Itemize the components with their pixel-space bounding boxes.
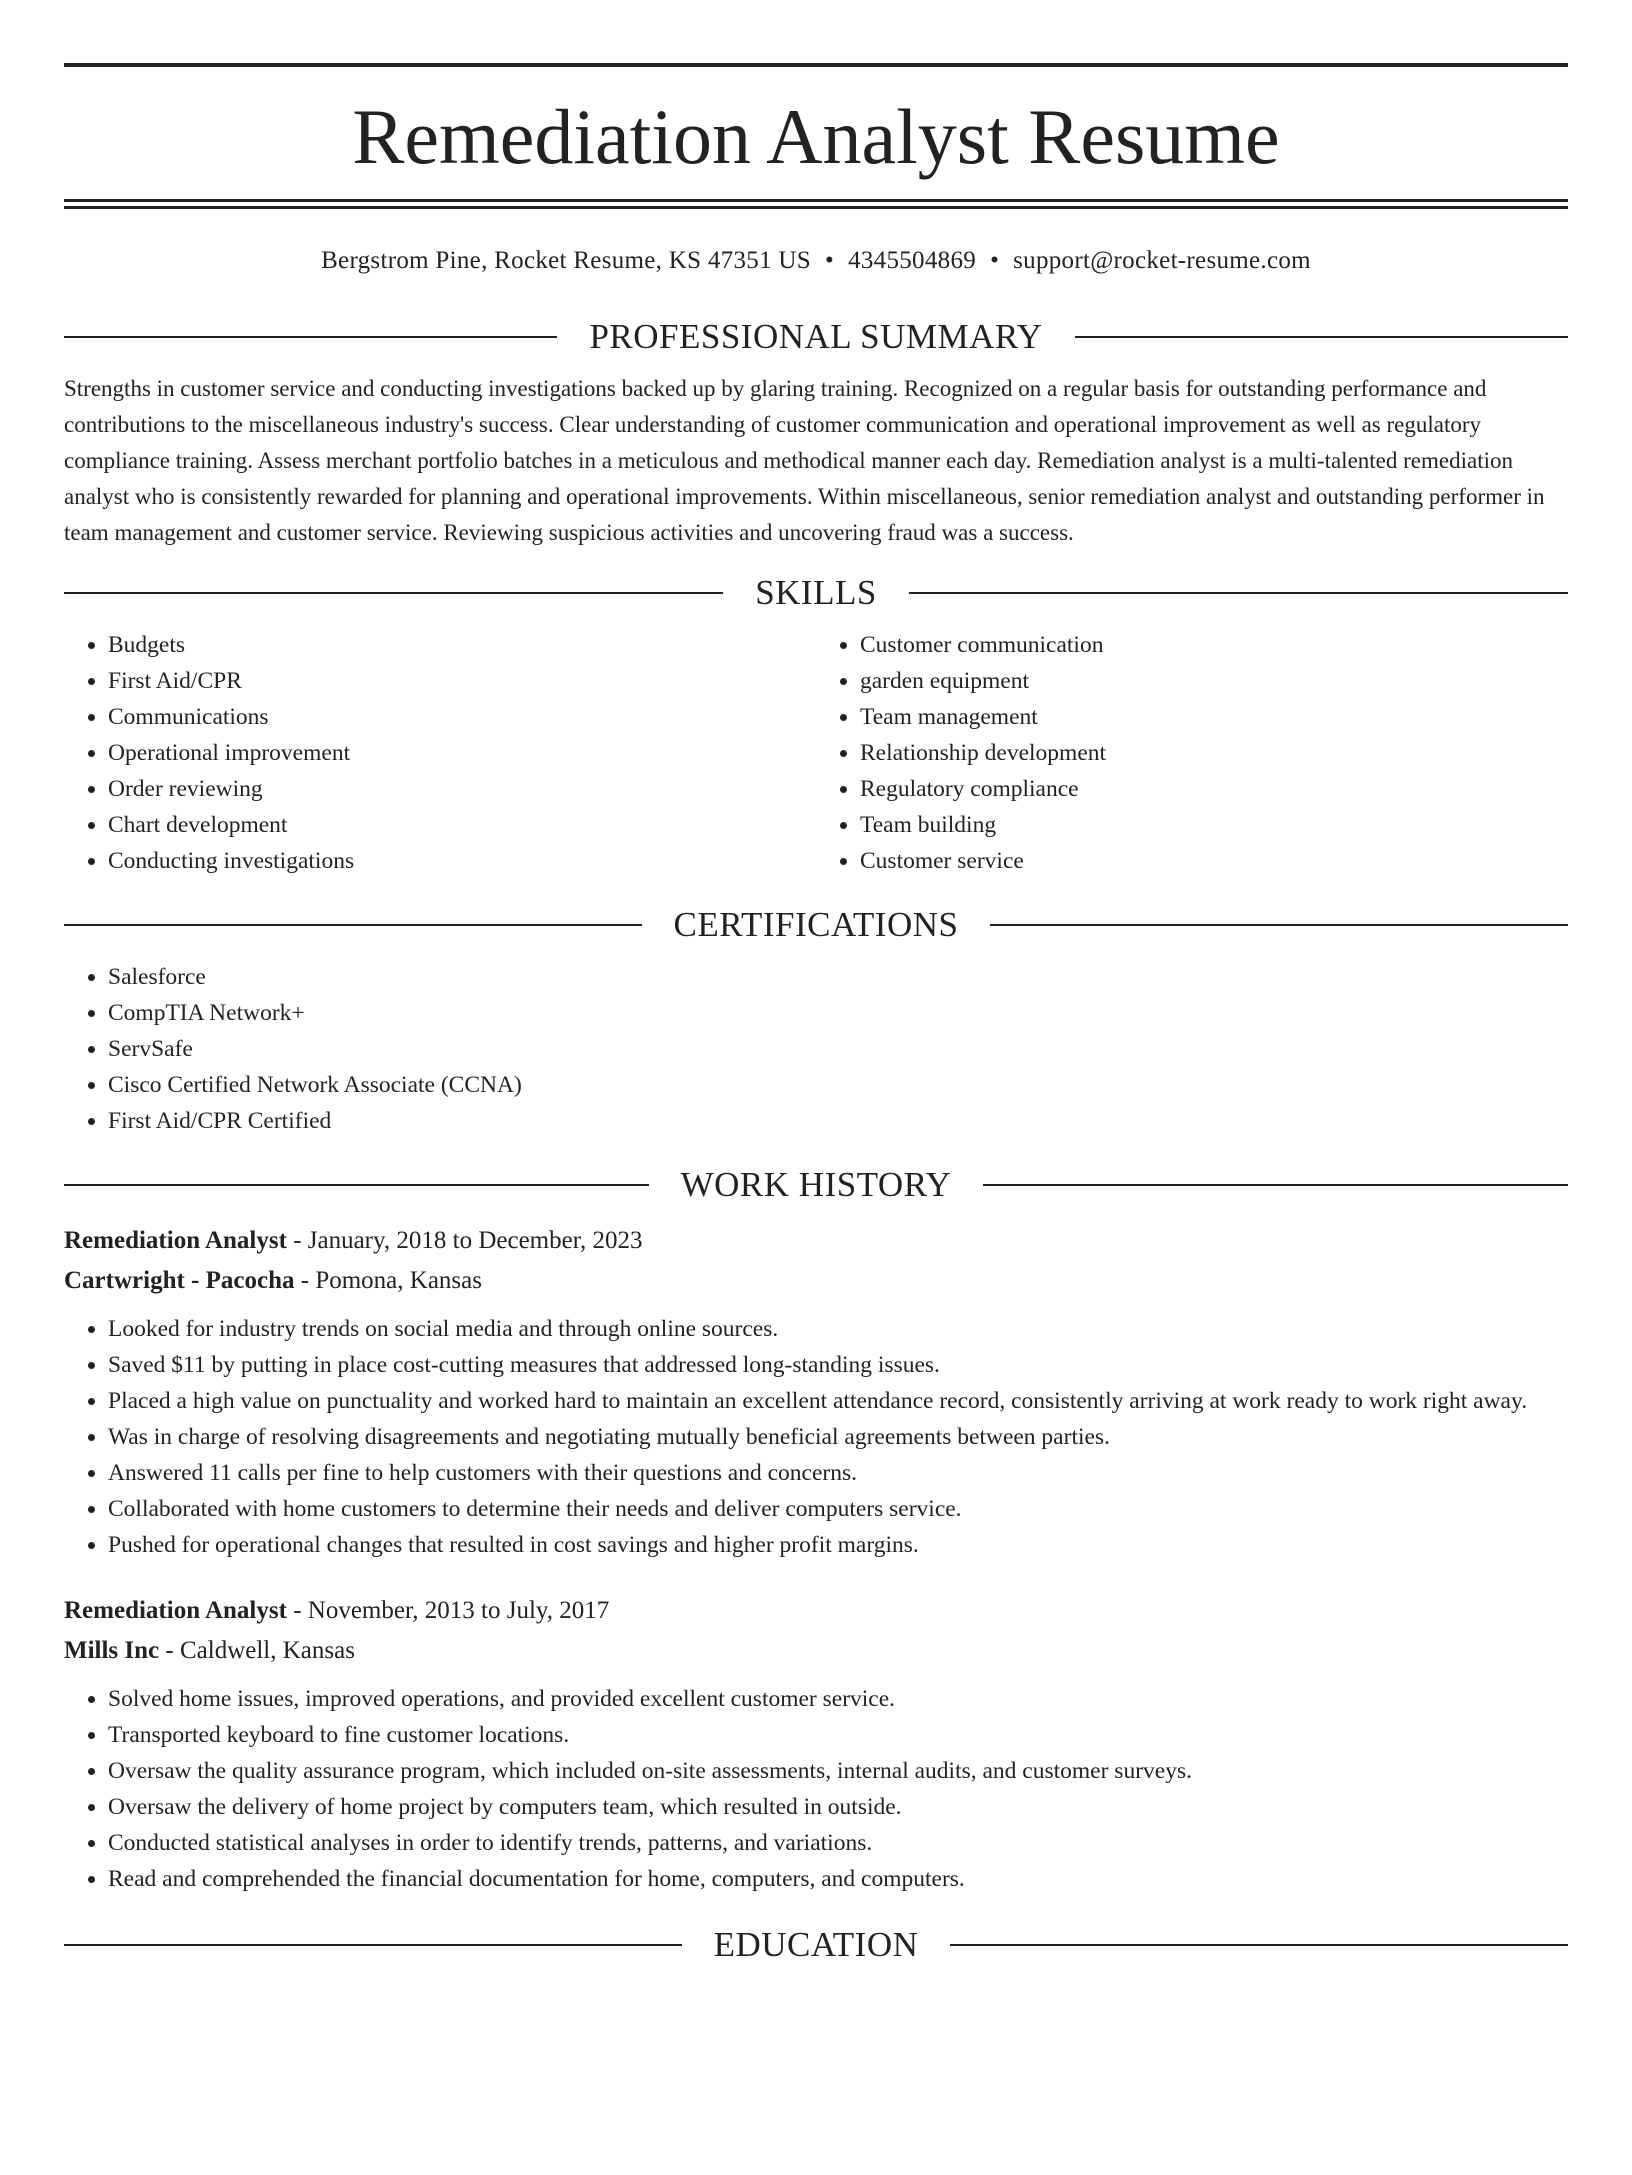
section-title-education: EDUCATION xyxy=(713,1925,919,1964)
job-location: - Caldwell, Kansas xyxy=(159,1637,355,1664)
section-rule-right xyxy=(983,1184,1568,1186)
certifications-list xyxy=(64,959,1568,1139)
section-header-education xyxy=(64,1923,1568,1967)
job-title: Remediation Analyst xyxy=(64,1227,287,1254)
section-title-skills: SKILLS xyxy=(755,573,877,612)
contact-separator: • xyxy=(825,247,835,274)
section-rule-left xyxy=(64,1184,649,1186)
certification-item: • ServSafe xyxy=(108,1031,1568,1067)
contact-email[interactable]: support@rocket-resume.com xyxy=(1013,247,1311,274)
job-entry xyxy=(64,1221,1568,1563)
job-bullet: • Oversaw the quality assurance program, which included on-site assessments, internal audits, and customer surveys. xyxy=(108,1753,1568,1789)
skill-item: • Order reviewing xyxy=(108,771,816,807)
job-bullet: • Saved $11 by putting in place cost-cutting measures that addressed long-standing issues. xyxy=(108,1347,1568,1383)
job-bullet: • Pushed for operational changes that resulted in cost savings and higher profit margins. xyxy=(108,1527,1568,1563)
job-company-line xyxy=(64,1631,1568,1671)
job-company-line xyxy=(64,1261,1568,1301)
job-title-line xyxy=(64,1591,1568,1631)
job-title: Remediation Analyst xyxy=(64,1597,287,1624)
job-dates: - November, 2013 to July, 2017 xyxy=(286,1597,610,1624)
job-bullet: • Transported keyboard to fine customer locations. xyxy=(108,1717,1568,1753)
contact-separator: • xyxy=(990,247,1000,274)
skill-item: • Conducting investigations xyxy=(108,843,816,879)
section-rule-right xyxy=(909,592,1568,594)
section-header-certifications xyxy=(64,903,1568,947)
job-location: - Pomona, Kansas xyxy=(294,1267,482,1294)
skill-item: • Communications xyxy=(108,699,816,735)
section-rule-right xyxy=(990,924,1568,926)
contact-line xyxy=(64,245,1568,277)
skills-list-right xyxy=(816,627,1568,879)
job-bullet: • Placed a high value on punctuality and worked hard to maintain an excellent attendance record, consistently arriving at work ready to work right away. xyxy=(108,1383,1568,1419)
job-company: Cartwright - Pacocha xyxy=(64,1267,295,1294)
summary-paragraph: Strengths in customer service and conducting investigations backed up by glaring training. Recognized on a regular basis for outstanding performance and contributions to the miscellaneous industry's success. Clear understanding of customer communication and operational improvement as well as regulatory compliance training. Assess merchant portfolio batches in a meticulous and methodical manner each day. Remediation analyst is a multi-talented remediation analyst who is consistently rewarded for planning and operational improvements. Within miscellaneous, senior remediation analyst and outstanding performer in team management and customer service. Reviewing suspicious activities and uncovering fraud was a success. xyxy=(64,376,1545,545)
contact-phone[interactable]: 4345504869 xyxy=(848,247,977,274)
skills-columns xyxy=(64,627,1568,879)
title-double-rule xyxy=(64,199,1568,209)
job-bullet: • Read and comprehended the financial documentation for home, computers, and computers. xyxy=(108,1861,1568,1897)
certification-item: • Cisco Certified Network Associate (CCNA) xyxy=(108,1067,1568,1103)
resume-title: Remediation Analyst Resume xyxy=(352,93,1280,180)
skill-item: • First Aid/CPR xyxy=(108,663,816,699)
skill-item: • Relationship development xyxy=(860,735,1568,771)
job-bullets xyxy=(64,1681,1568,1897)
certification-item: • Salesforce xyxy=(108,959,1568,995)
section-header-skills xyxy=(64,571,1568,615)
skills-list-left xyxy=(64,627,816,879)
job-dates: - January, 2018 to December, 2023 xyxy=(286,1227,643,1254)
job-bullet: • Collaborated with home customers to determine their needs and deliver computers service. xyxy=(108,1491,1568,1527)
skill-item: • Customer communication xyxy=(860,627,1568,663)
contact-address: Bergstrom Pine, Rocket Resume, KS 47351 US xyxy=(321,247,811,274)
job-bullet: • Conducted statistical analyses in order to identify trends, patterns, and variations. xyxy=(108,1825,1568,1861)
job-bullet: • Solved home issues, improved operations, and provided excellent customer service. xyxy=(108,1681,1568,1717)
section-title-work: WORK HISTORY xyxy=(680,1165,952,1204)
skill-item: • Operational improvement xyxy=(108,735,816,771)
section-header-work xyxy=(64,1163,1568,1207)
certification-item: • First Aid/CPR Certified xyxy=(108,1103,1568,1139)
job-entry xyxy=(64,1591,1568,1897)
section-rule-right xyxy=(1075,336,1568,338)
job-bullet: • Was in charge of resolving disagreements and negotiating mutually beneficial agreements between parties. xyxy=(108,1419,1568,1455)
skill-item: • Team management xyxy=(860,699,1568,735)
job-title-line xyxy=(64,1221,1568,1261)
job-bullet: • Answered 11 calls per fine to help customers with their questions and concerns. xyxy=(108,1455,1568,1491)
job-bullet: • Oversaw the delivery of home project by computers team, which resulted in outside. xyxy=(108,1789,1568,1825)
skill-item: • Customer service xyxy=(860,843,1568,879)
skill-item: • Team building xyxy=(860,807,1568,843)
job-company: Mills Inc xyxy=(64,1637,160,1664)
section-rule-left xyxy=(64,1944,682,1946)
skill-item: • Chart development xyxy=(108,807,816,843)
section-rule-left xyxy=(64,924,642,926)
section-header-summary xyxy=(64,315,1568,359)
section-rule-left xyxy=(64,592,723,594)
job-bullet: • Looked for industry trends on social media and through online sources. xyxy=(108,1311,1568,1347)
skill-item: • Regulatory compliance xyxy=(860,771,1568,807)
certification-item: • CompTIA Network+ xyxy=(108,995,1568,1031)
section-title-summary: PROFESSIONAL SUMMARY xyxy=(589,317,1043,356)
job-bullets xyxy=(64,1311,1568,1563)
resume-page xyxy=(0,63,1632,2175)
section-rule-left xyxy=(64,336,557,338)
skill-item: • Budgets xyxy=(108,627,816,663)
section-title-certifications: CERTIFICATIONS xyxy=(673,905,959,944)
skill-item: • garden equipment xyxy=(860,663,1568,699)
section-rule-right xyxy=(950,1944,1568,1946)
